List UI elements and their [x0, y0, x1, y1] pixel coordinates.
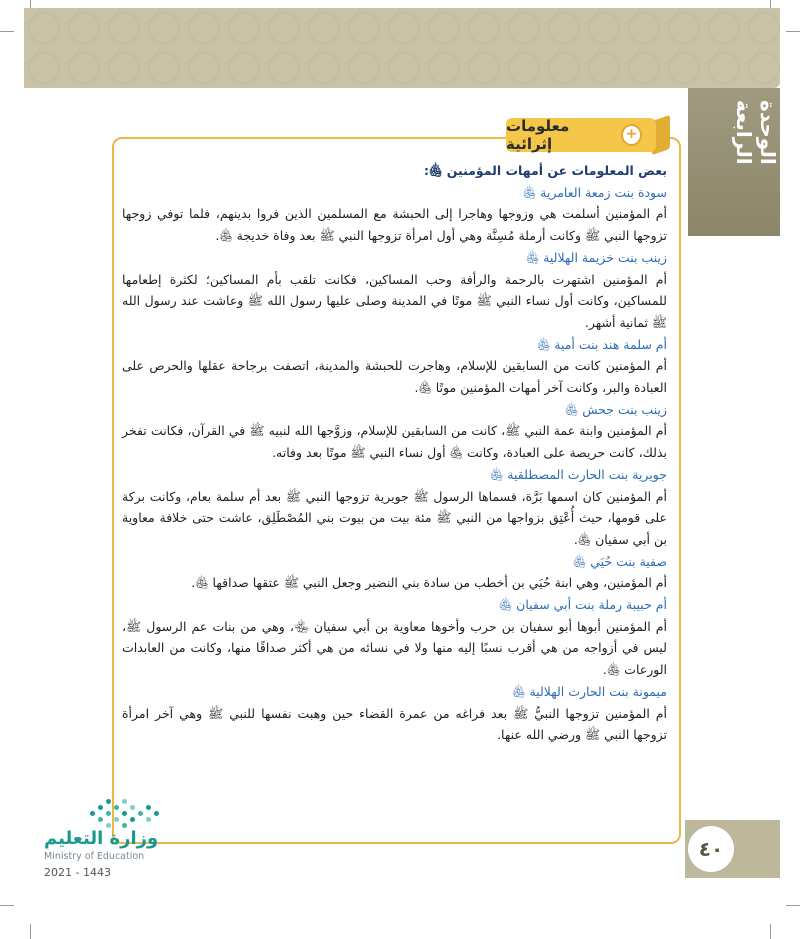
- crop-mark: [30, 924, 31, 939]
- edition-year: 2021 - 1443: [44, 866, 111, 879]
- enrichment-content: [122, 160, 667, 746]
- entry-name: زينب بنت جحش ﵅: [564, 401, 667, 417]
- ministry-name-english: Ministry of Education: [44, 851, 145, 862]
- entry-text: أم المؤمنين اشتهرت بالرحمة والرأفة وحب المساكين، فكانت تلقب بأم المساكين؛ لكثرة إطعامها للمساكين، وكانت أول نساء النبي ﷺ موتًا في المدينة وصلى عليها رسول الله ﷺ وعاشت عند رسول الله ﷺ ثمانية أشهر.: [122, 271, 667, 330]
- entry-name: أم حبيبة رملة بنت أبي سفيان ﵅: [498, 597, 667, 613]
- entry-name: سودة بنت زمعة العامرية ﵅: [522, 184, 667, 200]
- unit-title: الوحدة الرابعة: [732, 100, 780, 165]
- crop-mark: [786, 905, 800, 906]
- entry-text: أم المؤمنين كانت من السابقين للإسلام، وهاجرت للحبشة والمدينة، اتصفت برجاحة عقلها والحرص على العبادة والبر، وكانت آخر أمهات المؤمنين موتًا ﵅.: [122, 358, 667, 396]
- entry-name: أم سلمة هند بنت أمية ﵅: [536, 336, 667, 352]
- entry-text: أم المؤمنين أبوها أبو سفيان بن حرب وأخوها معاوية بن أبي سفيان ﵄، وهي من بنات عم الرسول ﷺ، ليس في أزواجه من هي أقرب نسبًا إليه منها ولا في نسائه من هي أكثر صداقًا منها، وكانت من العابدات الورعات ﵅.: [122, 618, 667, 678]
- ministry-name-arabic: وزارة التعليم: [44, 828, 159, 849]
- banner-pattern: [24, 8, 780, 88]
- entry-text: أم المؤمنين كان اسمها بَرَّة، فسماها الرسول ﷺ جويرية تزوجها النبي ﷺ بعد أم سلمة بعام، وكانت بركة على قومها، حيث أُعْتِق بزواجها من النبي ﷺ مئة بيت من بيوت بني المُصْطَلِق، عاشت حتى خلافة معاوية بن أبي سفيان ﵅.: [122, 488, 667, 547]
- crop-mark: [786, 31, 800, 32]
- crop-mark: [0, 31, 14, 32]
- entry-text: أم المؤمنين، وهي ابنة حُيَي بن أخطب من سادة بني النضير وجعل النبي ﷺ عتقها صداقها ﵅.: [191, 575, 667, 591]
- entry-name: ميمونة بنت الحارث الهلالية ﵅: [512, 683, 667, 699]
- logo-dots-icon: [88, 795, 208, 829]
- intro-line: بعض المعلومات عن أمهات المؤمنين ﵅:: [424, 163, 667, 178]
- entry-text: أم المؤمنين أسلمت هي وزوجها وهاجرا إلى الحبشة مع المسلمين الذين فروا بدينهم، فلما توفي زوجها تزوجها النبي ﷺ وكانت أرملة مُسِنَّة وهي أول امرأة تزوجها النبي ﷺ بعد وفاة خديجة ﵅.: [122, 206, 667, 244]
- entry-name: جويرية بنت الحارث المصطلقية ﵅: [489, 466, 667, 482]
- crop-mark: [0, 905, 14, 906]
- plus-icon: +: [621, 124, 642, 146]
- entry-text: أم المؤمنين وابنة عمة النبي ﷺ، كانت من السابقين للإسلام، وزوَّجها الله لنبيه ﷺ في القرآن، فكانت تفخر بذلك، كانت حريصة على العبادة، وكانت ﵅ أول نساء النبي ﷺ موتًا بعد وفاته.: [122, 423, 667, 461]
- crop-mark: [770, 924, 771, 939]
- entry-name: صفية بنت حُيَي ﵅: [572, 553, 667, 569]
- entry-name: زينب بنت خزيمة الهلالية ﵅: [525, 249, 667, 265]
- page-number: ٤٠: [688, 826, 734, 872]
- enrichment-title: معلومات إثرائية: [506, 117, 570, 153]
- entry-text: أم المؤمنين تزوجها النبيُّ ﷺ بعد فراغه من عمرة القضاء حين وهبت نفسها للنبي ﷺ وهي آخر امرأة تزوجها النبي ﷺ ورضي الله عنها.: [122, 705, 667, 743]
- header-banner: [24, 8, 780, 88]
- enrichment-title-tag: [506, 118, 656, 152]
